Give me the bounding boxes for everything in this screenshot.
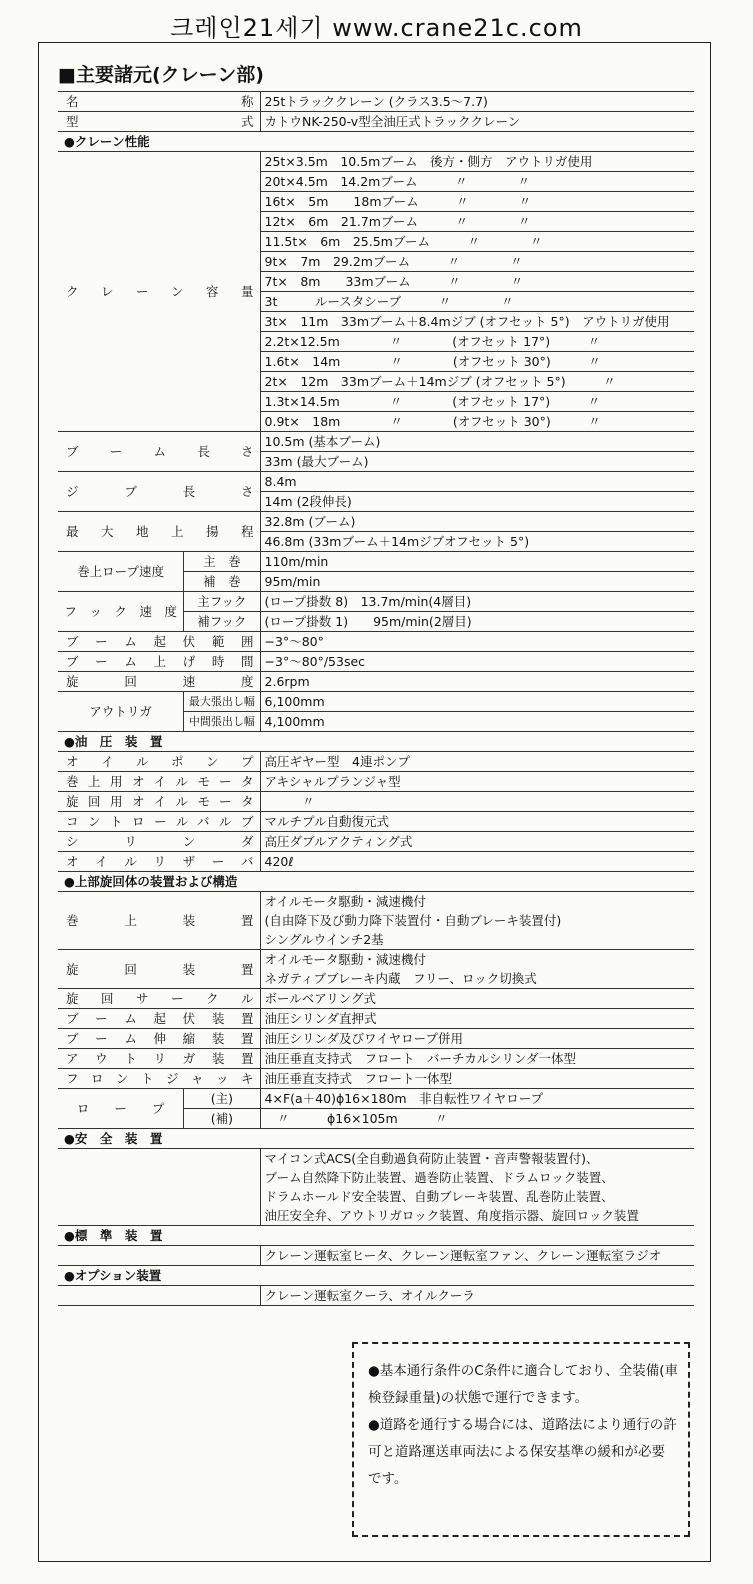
row-value: 油圧シリンダ直押式	[260, 1009, 694, 1029]
section-heading: ●上部旋回体の装置および構造	[58, 872, 694, 892]
row-sublabel: 最大張出し幅	[184, 692, 260, 712]
row-value: 高圧ダブルアクティング式	[260, 832, 694, 852]
row-label: ブ ー ム 伸 縮 装 置	[58, 1029, 260, 1049]
capacity-row: 3t ルースタシーブ 〃 〃	[260, 292, 694, 312]
row-sublabel: 補 巻	[184, 572, 260, 592]
row-value: 110m/min	[260, 552, 694, 572]
row-value: 〃 ϕ16×105m 〃	[260, 1109, 694, 1129]
row-value: オイルモータ駆動・減速機付	[264, 894, 426, 909]
table-row	[58, 92, 694, 112]
row-label: ロ ー プ	[58, 1089, 184, 1129]
row-label: ア ウ ト リ ガ 装 置	[58, 1049, 260, 1069]
row-value: 8.4m	[260, 472, 694, 492]
row-label: オ イ ル ポ ン プ	[58, 752, 260, 772]
table-row	[58, 112, 694, 132]
capacity-row: 11.5t× 6m 25.5mブーム 〃 〃	[260, 232, 694, 252]
row-label: フ ロ ン ト ジ ャ ッ キ	[58, 1069, 260, 1089]
row-value: 高圧ギヤー型 4連ポンプ	[260, 752, 694, 772]
row-sublabel: 主 巻	[184, 552, 260, 572]
note-item: ●道路を通行する場合には、道路法により通行の許可と道路運送車両法による保安基準の緩和が必要です。	[368, 1417, 677, 1487]
row-value: (自由降下及び動力降下装置付・自動ブレーキ装置付)	[264, 913, 562, 928]
row-value: マイコン式ACS(全自動過負荷防止装置・音声警報装置付)、	[264, 1151, 599, 1166]
row-label: 旋 回 サ ー ク ル	[58, 989, 260, 1009]
section-row	[58, 132, 694, 152]
row-value: 33m (最大ブーム)	[260, 452, 694, 472]
row-value: (ロープ掛数 8) 13.7m/min(4層目)	[260, 592, 694, 612]
site-header: 크레인21세기 www.crane21c.com	[170, 14, 583, 42]
capacity-row: 2.2t×12.5m 〃 (オフセット 17°) 〃	[260, 332, 694, 352]
row-value: (ロープ掛数 1) 95m/min(2層目)	[260, 612, 694, 632]
capacity-row: 20t×4.5m 14.2mブーム 〃 〃	[260, 172, 694, 192]
row-value: 14m (2段伸長)	[260, 492, 694, 512]
section-heading: ●オプション装置	[58, 1266, 694, 1286]
row-value: 2.6rpm	[260, 672, 694, 692]
capacity-row: 1.6t× 14m 〃 (オフセット 30°) 〃	[260, 352, 694, 372]
capacity-row: 3t× 11m 33mブーム＋8.4mジブ (オフセット 5°) アウトリガ使用	[260, 312, 694, 332]
section-heading: ●油 圧 装 置	[58, 732, 694, 752]
notes-box	[352, 1342, 690, 1537]
capacity-row: 1.3t×14.5m 〃 (オフセット 17°) 〃	[260, 392, 694, 412]
capacity-row: 0.9t× 18m 〃 (オフセット 30°) 〃	[260, 412, 694, 432]
table-row	[58, 152, 694, 172]
row-value: 25tトラッククレーン (クラス3.5〜7.7)	[260, 92, 694, 112]
row-value: ブーム自然降下防止装置、過巻防止装置、ドラムロック装置、	[264, 1170, 614, 1185]
row-value: 油圧垂直支持式 フロート一体型	[260, 1069, 694, 1089]
row-label: 旋回用オイルモータ	[58, 792, 260, 812]
row-label: ブ ー ム 起 伏 装 置	[58, 1009, 260, 1029]
spec-table	[58, 91, 694, 1306]
capacity-row: 25t×3.5m 10.5mブーム 後方・側方 アウトリガ使用	[260, 152, 694, 172]
row-label: オ イ ル リ ザ ー バ	[58, 852, 260, 872]
row-value: 油圧垂直支持式 フロート バーチカルシリンダ一体型	[260, 1049, 694, 1069]
empty-label	[58, 1286, 260, 1306]
capacity-row: 2t× 12m 33mブーム＋14mジブ (オフセット 5°) 〃	[260, 372, 694, 392]
row-label: ブ ー ム 上 げ 時 間	[58, 652, 260, 672]
row-value: カトウNK-250-v型全油圧式トラッククレーン	[260, 112, 694, 132]
row-label: 巻上ロープ速度	[58, 552, 184, 592]
row-value: 4×F(a＋40)ϕ16×180m 非自転性ワイヤロープ	[260, 1089, 694, 1109]
row-value: 32.8m (ブーム)	[260, 512, 694, 532]
capacity-row: 12t× 6m 21.7mブーム 〃 〃	[260, 212, 694, 232]
row-label: ク レ ー ン 容 量	[58, 152, 260, 432]
row-label: ブ ー ム 起 伏 範 囲	[58, 632, 260, 652]
section-heading: ●標 準 装 置	[58, 1226, 694, 1246]
row-value: オイルモータ駆動・減速機付	[264, 952, 426, 967]
row-value: マルチプル自動復元式	[260, 812, 694, 832]
row-value: 油圧シリンダ及びワイヤロープ併用	[260, 1029, 694, 1049]
row-sublabel: (主)	[184, 1089, 260, 1109]
row-sublabel: 補フック	[184, 612, 260, 632]
row-label: シ リ ン ダ	[58, 832, 260, 852]
row-value: ボールベアリング式	[260, 989, 694, 1009]
row-value: クレーン運転室クーラ、オイルクーラ	[260, 1286, 694, 1306]
row-value: 10.5m (基本ブーム)	[260, 432, 694, 452]
row-value: 4,100mm	[260, 712, 694, 732]
row-value: −3°〜80°	[260, 632, 694, 652]
row-value: −3°〜80°/53sec	[260, 652, 694, 672]
row-value: 95m/min	[260, 572, 694, 592]
row-sublabel: 主フック	[184, 592, 260, 612]
section-heading: ●クレーン性能	[58, 132, 694, 152]
row-value: ネガティブブレーキ内蔵 フリー、ロック切換式	[260, 969, 694, 989]
row-label: 旋 回 装 置	[58, 950, 260, 989]
row-value: 6,100mm	[260, 692, 694, 712]
row-label: 巻上用オイルモータ	[58, 772, 260, 792]
capacity-row: 16t× 5m 18mブーム 〃 〃	[260, 192, 694, 212]
row-label: ブ ー ム 長 さ	[58, 432, 260, 472]
row-value: アキシャルプランジャ型	[260, 772, 694, 792]
row-label: 名 称	[58, 92, 260, 112]
row-label: アウトリガ	[58, 692, 184, 732]
row-label: 最 大 地 上 揚 程	[58, 512, 260, 552]
row-value: ドラムホールド安全装置、自動ブレーキ装置、乱巻防止装置、	[264, 1189, 614, 1204]
row-value: 420ℓ	[260, 852, 694, 872]
row-label: 巻 上 装 置	[58, 892, 260, 950]
row-sublabel: 中間張出し幅	[184, 712, 260, 732]
row-label: コントロールバルブ	[58, 812, 260, 832]
empty-label	[58, 1149, 260, 1226]
row-value: クレーン運転室ヒータ、クレーン運転室ファン、クレーン運転室ラジオ	[260, 1246, 694, 1266]
capacity-row: 7t× 8m 33mブーム 〃 〃	[260, 272, 694, 292]
row-label: ジ ブ 長 さ	[58, 472, 260, 512]
note-item: ●基本通行条件のC条件に適合しており、全装備(車検登録重量)の状態で運行できます。	[368, 1363, 678, 1406]
row-value: 〃	[260, 792, 694, 812]
empty-label	[58, 1246, 260, 1266]
row-sublabel: (補)	[184, 1109, 260, 1129]
row-value: 46.8m (33mブーム＋14mジブオフセット 5°)	[260, 532, 694, 552]
capacity-row: 9t× 7m 29.2mブーム 〃 〃	[260, 252, 694, 272]
row-value: シングルウインチ2基	[260, 930, 694, 950]
row-label: フ ッ ク 速 度	[58, 592, 184, 632]
row-label: 旋 回 速 度	[58, 672, 260, 692]
section-heading: ●安 全 装 置	[58, 1129, 694, 1149]
row-value: 油圧安全弁、アウトリガロック装置、角度指示器、旋回ロック装置	[260, 1206, 694, 1226]
row-label: 型 式	[58, 112, 260, 132]
section-title: ■主要諸元(クレーン部)	[58, 64, 264, 86]
